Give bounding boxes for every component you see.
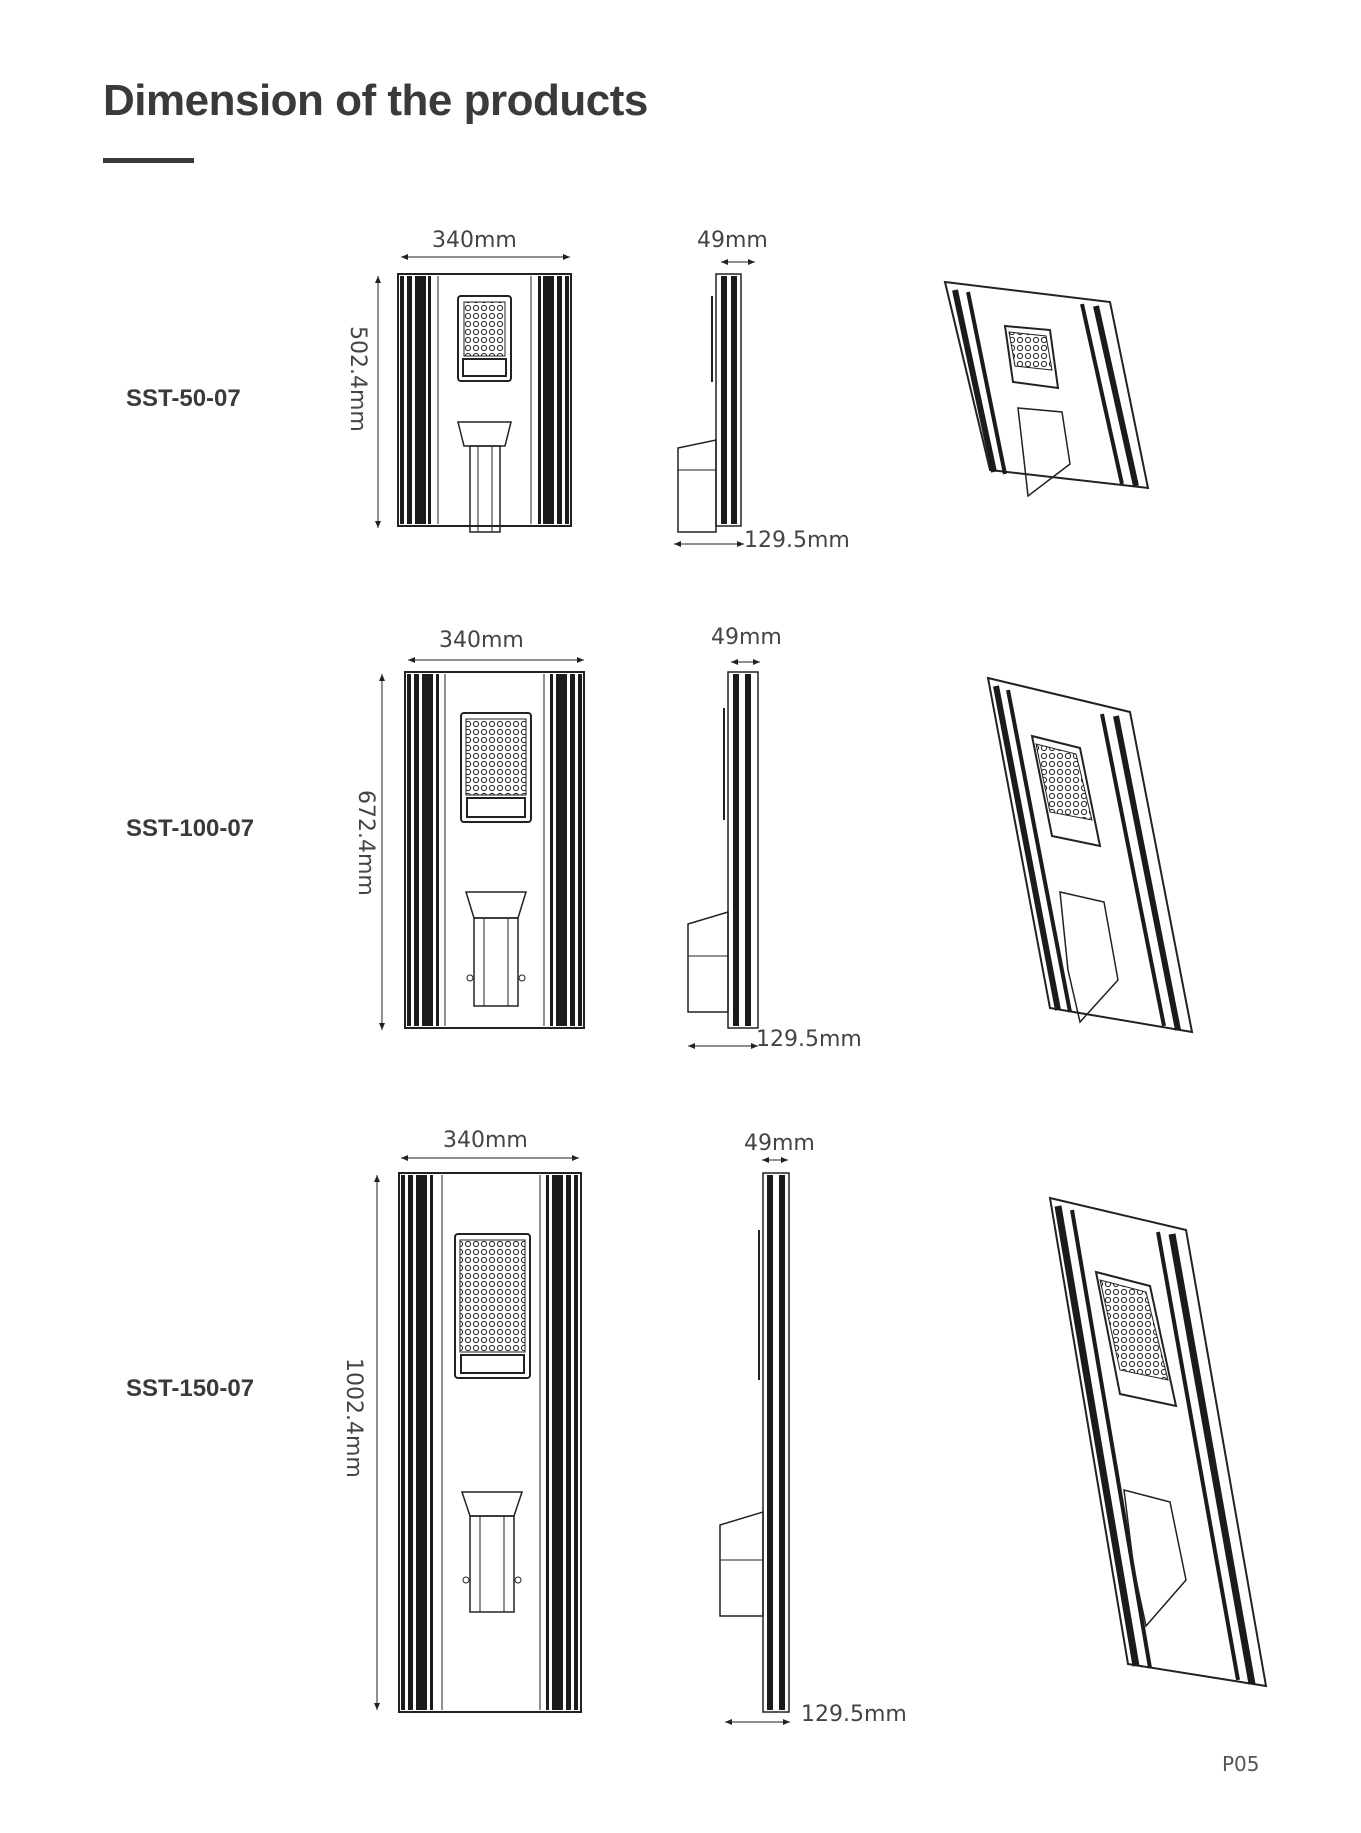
depth-label: 129.5mm bbox=[744, 528, 850, 553]
thickness-label: 49mm bbox=[697, 228, 768, 253]
width-label: 340mm bbox=[432, 228, 517, 253]
thickness-label: 49mm bbox=[711, 625, 782, 650]
front-view-sst-50-07 bbox=[378, 257, 571, 532]
perspective-view-sst-100-07 bbox=[988, 678, 1192, 1032]
model-label-sst-100-07: SST-100-07 bbox=[126, 815, 255, 842]
thickness-label: 49mm bbox=[744, 1131, 815, 1156]
width-label: 340mm bbox=[443, 1128, 528, 1153]
side-view-sst-100-07 bbox=[688, 662, 760, 1046]
depth-label: 129.5mm bbox=[756, 1027, 862, 1052]
page-number: P05 bbox=[1222, 1752, 1260, 1776]
side-view-sst-150-07 bbox=[720, 1160, 790, 1722]
front-view-sst-100-07 bbox=[382, 660, 584, 1030]
front-view-sst-150-07 bbox=[377, 1158, 581, 1712]
side-view-sst-50-07 bbox=[674, 262, 755, 544]
perspective-view-sst-50-07 bbox=[945, 282, 1148, 496]
model-label-sst-150-07: SST-150-07 bbox=[126, 1375, 255, 1402]
depth-label: 129.5mm bbox=[801, 1702, 907, 1727]
length-label: 1002.4mm bbox=[341, 1358, 366, 1478]
length-label: 502.4mm bbox=[345, 326, 370, 432]
page-title: Dimension of the products bbox=[103, 76, 648, 125]
length-label: 672.4mm bbox=[353, 790, 378, 896]
model-label-sst-50-07: SST-50-07 bbox=[126, 385, 241, 412]
perspective-view-sst-150-07 bbox=[1050, 1198, 1266, 1686]
width-label: 340mm bbox=[439, 628, 524, 653]
